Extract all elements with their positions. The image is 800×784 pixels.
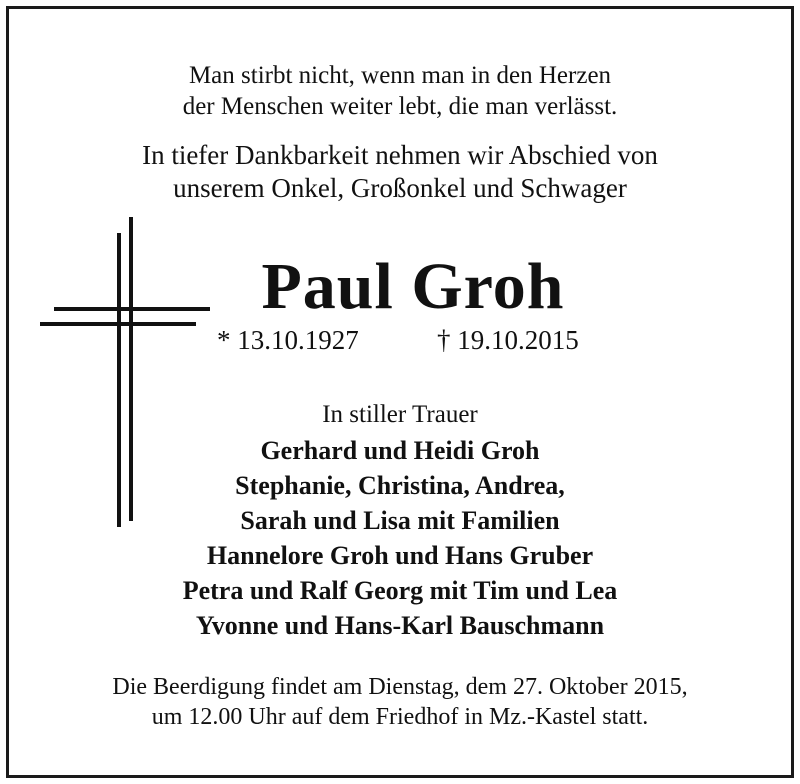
mourner-line: Gerhard und Heidi Groh — [260, 436, 540, 465]
mourner-line: Hannelore Groh und Hans Gruber — [206, 541, 594, 570]
funeral-line-1: Die Beerdigung findet am Dienstag, dem 27. Oktober 2015, — [112, 674, 688, 700]
intro-line-2: unserem Onkel, Großonkel und Schwager — [173, 173, 627, 203]
deceased-name: Paul Groh — [261, 250, 565, 323]
death-date: † 19.10.2015 — [437, 325, 579, 355]
verse-line-2: der Menschen weiter lebt, die man verlässt. — [182, 93, 618, 120]
mourner-line: Yvonne und Hans-Karl Bauschmann — [195, 611, 605, 640]
intro-line-1: In tiefer Dankbarkeit nehmen wir Abschied von — [142, 140, 658, 170]
mourner-line: Sarah und Lisa mit Familien — [240, 506, 560, 535]
birth-date: * 13.10.1927 — [217, 325, 359, 355]
mourner-line: Petra und Ralf Georg mit Tim und Lea — [182, 576, 618, 605]
mourning-heading: In stiller Trauer — [322, 401, 478, 428]
obituary-notice — [6, 6, 794, 778]
verse-line-1: Man stirbt nicht, wenn man in den Herzen — [188, 62, 612, 89]
mourner-line: Stephanie, Christina, Andrea, — [235, 471, 565, 500]
funeral-line-2: um 12.00 Uhr auf dem Friedhof in Mz.-Kastel statt. — [151, 704, 649, 730]
